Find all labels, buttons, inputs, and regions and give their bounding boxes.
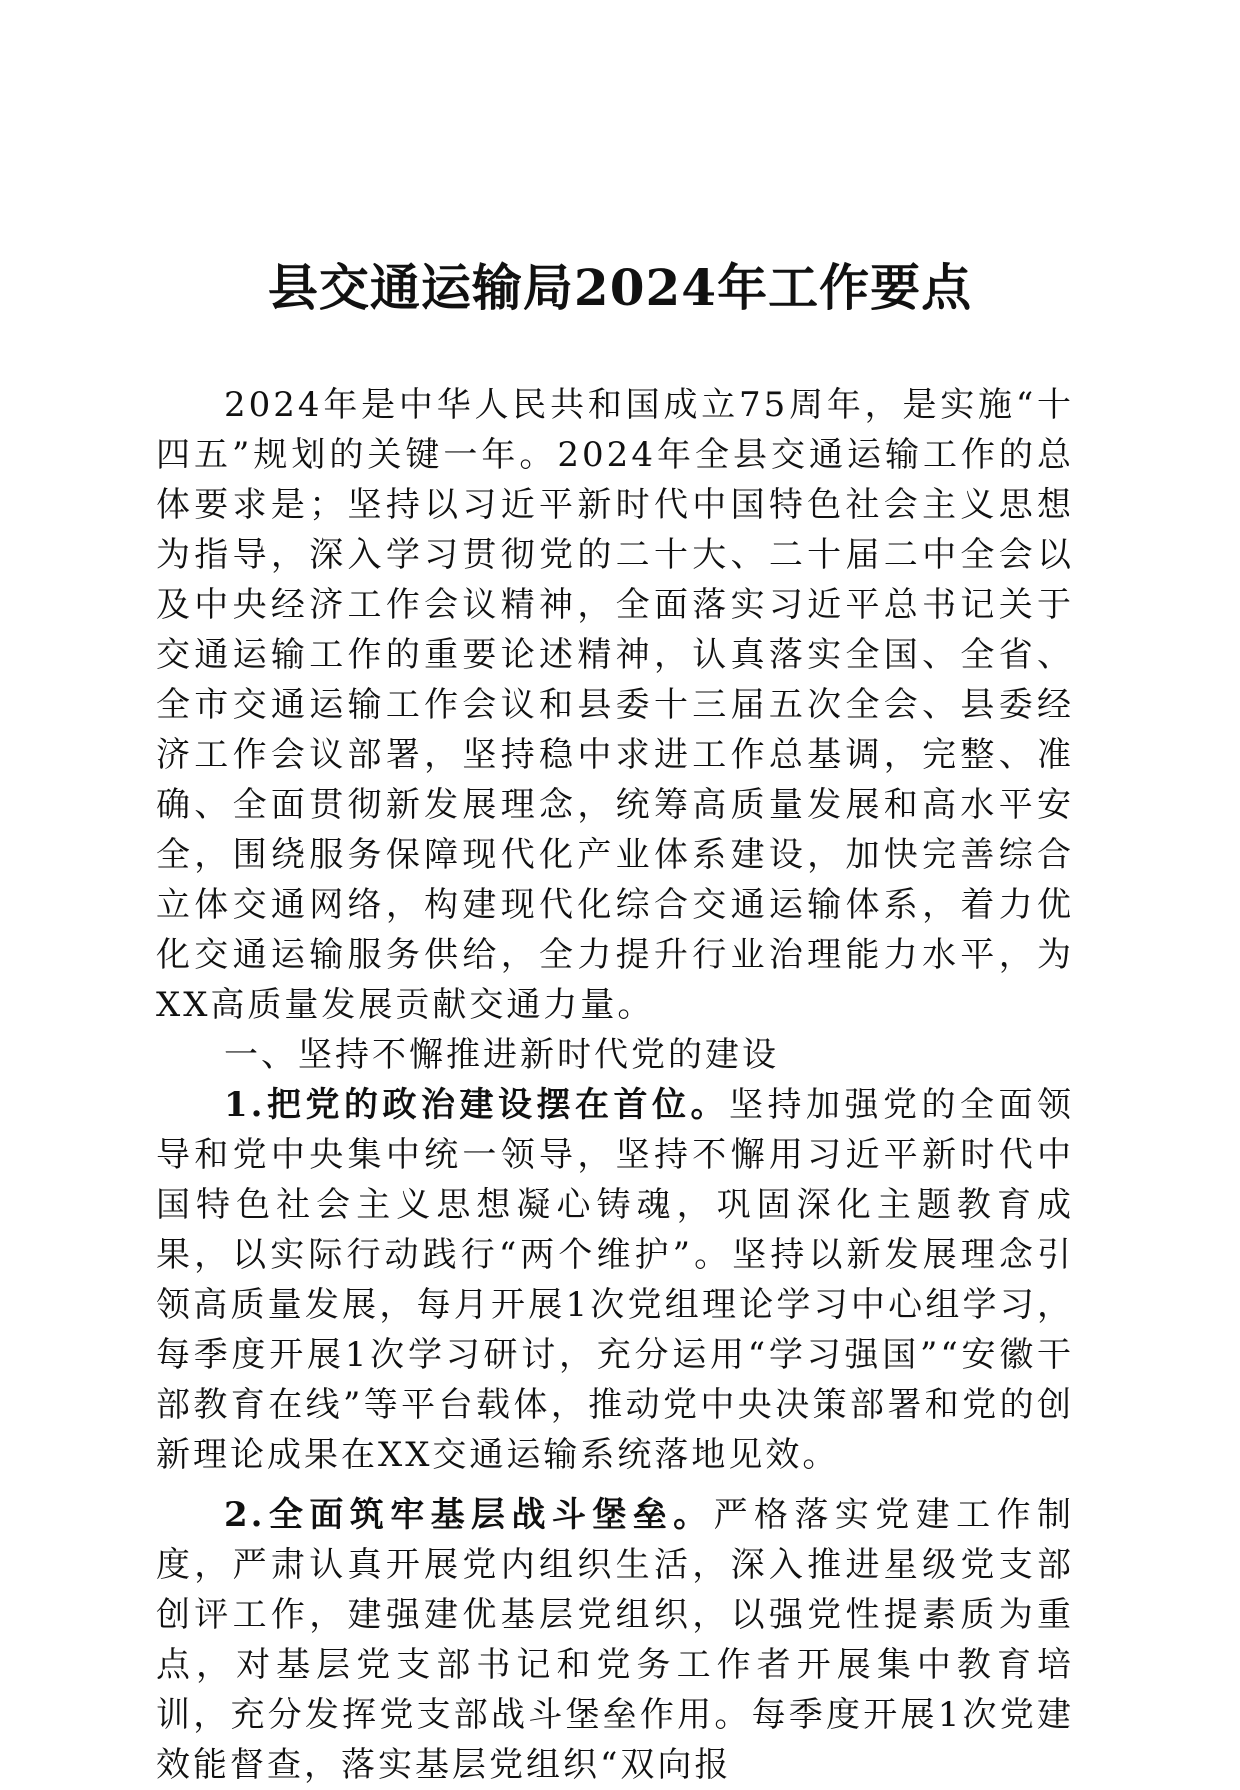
- section-heading: 一、坚持不懈推进新时代党的建设: [224, 1035, 779, 1075]
- item-lead-2: 2.全面筑牢基层战斗堡垒。: [224, 1495, 714, 1535]
- item-text-1: 坚持加强党的全面领导和党中央集中统一领导，坚持不懈用习近平新时代中国特色社会主义思想凝心铸魂，巩固深化主题教育成果，以实际行动践行“两个维护”。坚持以新发展理念引领高质量发展，每月开展1次党组理论学习中心组学习，每季度开展1次学习研讨，充分运用“学习强国”“安徽干部教育在线”等平台载体，推动党中央决策部署和党的创新理论成果在XX交通运输系统落地见效。: [156, 1085, 1074, 1475]
- item-lead-1: 1.把党的政治建设摆在首位。: [224, 1085, 729, 1125]
- intro-paragraph: 2024年是中华人民共和国成立75周年，是实施“十四五”规划的关键一年。2024年全县交通运输工作的总体要求是；坚持以习近平新时代中国特色社会主义思想为指导，深入学习贯彻党的二十大、二十届二中全会以及中央经济工作会议精神，全面落实习近平总书记关于交通运输工作的重要论述精神，认真落实全国、全省、全市交通运输工作会议和县委十三届五次全会、县委经济工作会议部署，坚持稳中求进工作总基调，完整、准确、全面贯彻新发展理念，统筹高质量发展和高水平安全，围绕服务保障现代化产业体系建设，加快完善综合立体交通网络，构建现代化综合交通运输体系，着力优化交通运输服务供给，全力提升行业治理能力水平，为XX高质量发展贡献交通力量。: [156, 385, 1074, 1025]
- item-paragraph-1: [156, 1080, 1074, 1480]
- item-text-2: 严格落实党建工作制度，严肃认真开展党内组织生活，深入推进星级党支部创评工作，建强建优基层党组织，以强党性提素质为重点，对基层党支部书记和党务工作者开展集中教育培训，充分发挥党支部战斗堡垒作用。每季度开展1次党建效能督查，落实基层党组织“双向报: [156, 1495, 1074, 1785]
- document-body: [156, 380, 1074, 1790]
- item-paragraph-2: [156, 1490, 1074, 1790]
- document-title: 县交通运输局2024年工作要点: [267, 258, 973, 317]
